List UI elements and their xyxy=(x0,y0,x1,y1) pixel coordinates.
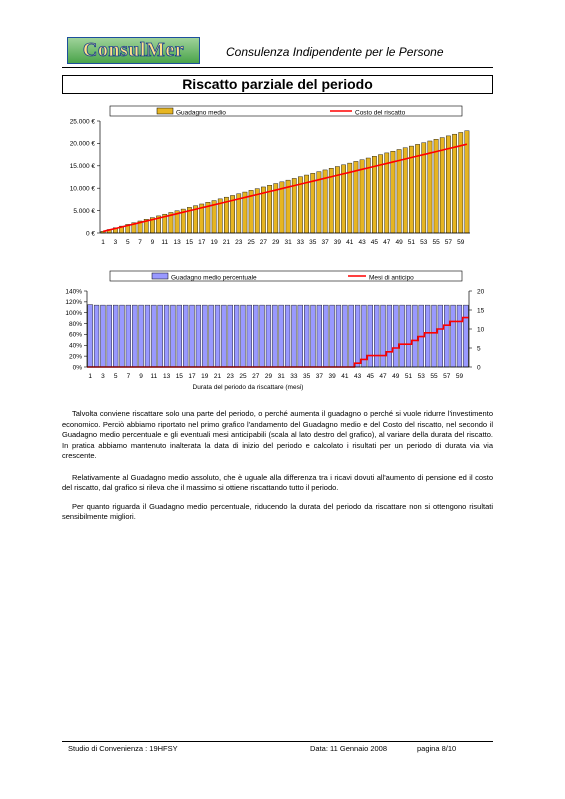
chart2-bar xyxy=(336,305,341,367)
chart1-ytick-label: 0 € xyxy=(85,230,95,238)
chart1-legend-label-bars: Guadagno medio xyxy=(176,109,226,117)
chart1-xtick-label: 7 xyxy=(138,239,142,246)
chart2-bar xyxy=(177,305,182,367)
chart2-xtick-label: 59 xyxy=(455,373,464,380)
header-tagline: Consulenza Indipendente per le Persone xyxy=(226,45,444,59)
chart2-bar xyxy=(342,305,347,367)
chart2-bar xyxy=(228,305,233,367)
chart2-bar xyxy=(132,305,137,367)
chart1-xtick-label: 41 xyxy=(346,239,354,246)
chart1-xtick-label: 59 xyxy=(457,239,465,246)
chart2-xtick-label: 27 xyxy=(252,373,260,380)
chart2-ytick-right-label: 20 xyxy=(477,288,485,296)
chart2-bar xyxy=(285,305,290,367)
chart2-ytick-left-label: 120% xyxy=(65,299,82,307)
chart2-bar xyxy=(463,305,468,367)
chart1-xtick-label: 17 xyxy=(198,239,206,246)
chart1-ytick-label: 25.000 € xyxy=(69,118,95,126)
chart2-xtick-label: 57 xyxy=(443,373,451,380)
chart2-xtick-label: 17 xyxy=(188,373,196,380)
chart1-xtick-label: 9 xyxy=(150,239,155,246)
chart2-legend-swatch-bars xyxy=(152,273,168,279)
chart1-legend-label-line: Costo del riscatto xyxy=(355,109,406,117)
chart2-xtick-label: 9 xyxy=(139,373,143,380)
chart2-bar xyxy=(387,305,392,367)
chart2-bar xyxy=(126,305,131,367)
chart1-bar xyxy=(391,151,395,233)
chart2-ytick-left-label: 80% xyxy=(68,320,82,328)
chart2-bar xyxy=(374,305,379,367)
chart2-ytick-right-label: 5 xyxy=(477,345,481,353)
chart2-xtick-label: 39 xyxy=(328,373,336,380)
chart1-bar xyxy=(452,134,456,233)
footer-page: pagina 8/10 xyxy=(417,744,457,753)
chart1-xtick-label: 33 xyxy=(296,239,305,246)
chart1-ytick-label: 15.000 € xyxy=(69,163,95,171)
chart2-bar xyxy=(94,305,99,367)
chart2-bar xyxy=(221,305,226,367)
chart2-bar xyxy=(120,305,125,367)
chart2-bar xyxy=(100,305,105,367)
chart1-xtick-label: 35 xyxy=(309,239,317,246)
chart1-xtick-label: 47 xyxy=(383,239,391,246)
chart1-bar xyxy=(422,143,426,233)
chart2-ytick-left-label: 40% xyxy=(68,342,82,350)
chart2-xtick-label: 45 xyxy=(366,373,374,380)
chart1-ytick-label: 5.000 € xyxy=(73,207,95,215)
chart1-bar xyxy=(372,156,376,233)
chart1-bar xyxy=(378,155,382,233)
chart2-bar xyxy=(247,305,252,367)
chart1-bar xyxy=(385,153,389,233)
chart1-bar xyxy=(329,168,333,233)
chart2-bar xyxy=(291,305,296,367)
chart1-bar xyxy=(366,158,370,233)
chart2-xtick-label: 37 xyxy=(315,373,324,380)
chart1-xtick-label: 29 xyxy=(272,239,280,246)
chart1-legend-swatch-bars xyxy=(157,108,173,114)
chart2-ytick-left-label: 0% xyxy=(72,364,82,372)
chart2-bar xyxy=(107,305,112,367)
chart2-bar xyxy=(88,305,93,367)
chart2-xlabel: Durata del periodo da riscattare (mesi) xyxy=(192,384,304,391)
chart1-bar xyxy=(341,165,345,233)
chart2-ytick-left-label: 20% xyxy=(68,353,82,361)
chart1-xtick-label: 23 xyxy=(235,239,243,246)
chart1-xtick-label: 39 xyxy=(333,239,342,246)
chart2-ytick-right-label: 10 xyxy=(477,326,485,334)
chart1-bar xyxy=(403,148,407,233)
chart2-bar xyxy=(406,305,411,367)
chart2-bar xyxy=(183,305,188,367)
chart2-ytick-left-label: 140% xyxy=(65,288,82,296)
chart1-xtick-label: 11 xyxy=(161,239,169,246)
chart2-xtick-label: 3 xyxy=(101,373,105,380)
chart2-bar xyxy=(330,305,335,367)
chart2-xtick-label: 5 xyxy=(113,373,118,380)
chart2-bar xyxy=(457,305,462,367)
chart2-xtick-label: 47 xyxy=(379,373,387,380)
chart1-ytick-label: 20.000 € xyxy=(69,140,95,148)
chart2-bar xyxy=(349,305,354,367)
paragraph-1: Talvolta conviene riscattare solo una parte del periodo, o perché aumenta il guadagno o perché si vuole ridurre l'investimento economico. Perciò abbiamo riportato nel primo grafico l'andamento del Guadagno medio e del Costo del riscatto, nel secondo il Guadagno medio percentuale e gli eventuali mesi anticipabili (scala al lato destro del grafico), al variare della durata del riscatto. In pratica abbiamo mantenuto inalterata la data di inizio del periodo e calcolato i risultati per un periodo di durata via via crescente. xyxy=(62,409,493,461)
chart2-xtick-label: 19 xyxy=(201,373,209,380)
chart2-ytick-left-label: 60% xyxy=(68,331,82,339)
chart2-bar xyxy=(145,305,150,367)
chart1-ytick-label: 10.000 € xyxy=(69,185,95,193)
chart1-xtick-label: 25 xyxy=(247,239,255,246)
chart2-bar xyxy=(151,305,156,367)
chart2-bar xyxy=(451,305,456,367)
chart2-bar xyxy=(362,305,367,367)
chart1-xtick-label: 15 xyxy=(185,239,194,246)
chart1-bar xyxy=(335,167,339,233)
chart2-xtick-label: 35 xyxy=(303,373,311,380)
chart2-bar xyxy=(317,305,322,367)
chart2-bar xyxy=(368,305,373,367)
paragraph-3: Per quanto riguarda il Guadagno medio percentuale, riducendo la durata del periodo da riscattare non si ottengono risultati sensibilmente migliori. xyxy=(62,501,493,522)
chart1-xtick-label: 43 xyxy=(358,239,366,246)
chart2-xtick-label: 1 xyxy=(88,373,92,380)
chart2-ytick-left-label: 100% xyxy=(65,310,82,318)
logo-text: ConsulMer xyxy=(82,39,185,61)
chart1-bar xyxy=(434,139,438,233)
chart2-xtick-label: 7 xyxy=(126,373,131,380)
paragraph-2: Relativamente al Guadagno medio assoluto, che è uguale alla differenza tra i ricavi dovuti all'aumento di pensione ed il costo del riscatto, dal grafico si rileva che il massimo si ottiene riscattando tutto il periodo. xyxy=(62,472,493,493)
chart1-xtick-label: 31 xyxy=(284,239,292,246)
chart1-bar xyxy=(354,161,358,233)
chart1-xtick-label: 21 xyxy=(222,239,231,246)
chart2-bar xyxy=(311,305,316,367)
chart1-xtick-label: 13 xyxy=(173,239,181,246)
chart1-xtick-label: 45 xyxy=(370,239,379,246)
chart1-bar xyxy=(440,138,444,233)
chart2-xtick-label: 13 xyxy=(162,373,171,380)
chart2-bar xyxy=(323,305,328,367)
chart2-bar xyxy=(171,305,176,367)
chart2-xtick-label: 29 xyxy=(264,373,273,380)
body-text xyxy=(62,409,493,534)
chart2-bar xyxy=(215,305,220,367)
chart1-xtick-label: 37 xyxy=(321,239,329,246)
chart2-xtick-label: 43 xyxy=(353,373,362,380)
chart2-bar xyxy=(444,305,449,367)
chart2-bar xyxy=(272,305,277,367)
chart1-xtick-label: 1 xyxy=(101,239,105,246)
chart2-xtick-label: 11 xyxy=(150,373,158,380)
chart1-bar xyxy=(360,160,364,233)
chart2-xtick-label: 15 xyxy=(175,373,183,380)
chart1-xtick-label: 27 xyxy=(259,239,268,246)
chart1-bar xyxy=(428,141,432,233)
chart2-xtick-label: 51 xyxy=(404,373,413,380)
chart1-bar xyxy=(465,131,469,233)
chart2-bar xyxy=(298,305,303,367)
chart2-xtick-label: 49 xyxy=(392,373,400,380)
chart1-bar xyxy=(348,163,352,233)
chart2-bar xyxy=(438,305,443,367)
chart2-legend-label-line: Mesi di anticipo xyxy=(369,274,414,282)
chart2-bar xyxy=(253,305,258,367)
chart2-bar xyxy=(139,305,144,367)
chart2-bar xyxy=(260,305,265,367)
chart2-bar xyxy=(425,305,430,367)
chart2-ytick-right-label: 15 xyxy=(477,307,485,315)
chart1-xtick-label: 53 xyxy=(420,239,428,246)
chart2-ytick-right-label: 0 xyxy=(477,364,481,372)
chart2-bar xyxy=(279,305,284,367)
chart1-xtick-label: 19 xyxy=(210,239,218,246)
chart2-xtick-label: 33 xyxy=(290,373,298,380)
chart2-bar xyxy=(158,305,163,367)
footer-divider xyxy=(62,741,493,742)
chart2-xtick-label: 31 xyxy=(277,373,285,380)
chart2-bar xyxy=(381,305,386,367)
chart1-xtick-label: 57 xyxy=(444,239,453,246)
chart2-bar xyxy=(241,305,246,367)
chart2-bar xyxy=(164,305,169,367)
chart2-xtick-label: 25 xyxy=(239,373,247,380)
chart2-bar xyxy=(190,305,195,367)
chart1-xtick-label: 55 xyxy=(432,239,440,246)
chart2-bar xyxy=(209,305,214,367)
chart2-xtick-label: 53 xyxy=(417,373,425,380)
footer-study: Studio di Convenienza : 19HFSY xyxy=(68,744,178,753)
chart1-bar xyxy=(459,132,463,233)
chart2-bar xyxy=(393,305,398,367)
chart2-bar xyxy=(304,305,309,367)
chart1-bar xyxy=(446,136,450,233)
chart1-xtick-label: 3 xyxy=(113,239,118,246)
chart2-bar xyxy=(400,305,405,367)
chart2-xtick-label: 21 xyxy=(213,373,222,380)
chart2-bar xyxy=(196,305,201,367)
chart2-bar xyxy=(355,305,360,367)
chart2-legend-label-bars: Guadagno medio percentuale xyxy=(171,274,257,282)
chart2-bar xyxy=(412,305,417,367)
chart1-bar xyxy=(397,149,401,233)
chart1-xtick-label: 51 xyxy=(407,239,416,246)
chart1-xtick-label: 49 xyxy=(395,239,403,246)
chart2-xtick-label: 41 xyxy=(341,373,349,380)
chart2-xtick-label: 55 xyxy=(430,373,438,380)
chart2-series-line xyxy=(87,318,469,367)
chart2-bar xyxy=(113,305,118,367)
chart1-bar xyxy=(409,146,413,233)
chart2-bar xyxy=(234,305,239,367)
page-title: Riscatto parziale del periodo xyxy=(62,75,493,94)
chart2-bar xyxy=(432,305,437,367)
footer-date: Data: 11 Gennaio 2008 xyxy=(310,744,388,753)
chart1-bar xyxy=(415,144,419,233)
chart2-xtick-label: 23 xyxy=(226,373,234,380)
chart2-bar xyxy=(202,305,207,367)
chart2-bar xyxy=(266,305,271,367)
chart1-xtick-label: 5 xyxy=(125,239,130,246)
